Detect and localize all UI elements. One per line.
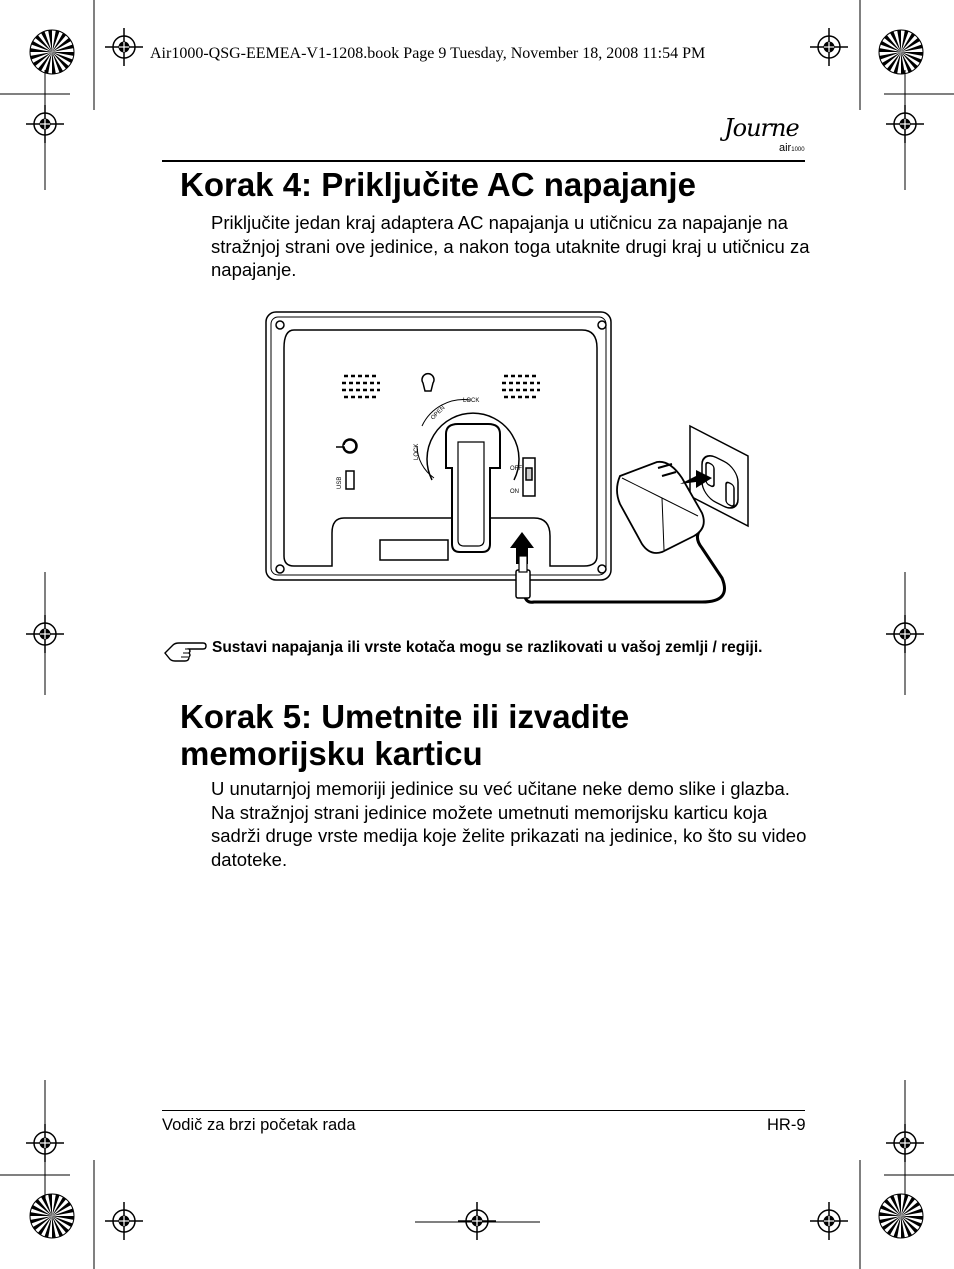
screw-tr bbox=[598, 321, 606, 329]
registration-target-icon bbox=[26, 615, 64, 653]
registration-target-icon bbox=[810, 1202, 848, 1240]
vent-right bbox=[502, 376, 540, 397]
header-rule bbox=[162, 160, 805, 162]
registration-target-icon bbox=[105, 1202, 143, 1240]
starburst-mark-icon bbox=[879, 30, 923, 74]
footer-rule bbox=[162, 1110, 805, 1111]
registration-target-icon bbox=[886, 1124, 924, 1162]
screw-br bbox=[598, 565, 606, 573]
back-panel bbox=[284, 330, 597, 566]
dc-plug bbox=[516, 570, 530, 598]
step5-heading: Korak 5: Umetnite ili izvadite memorijsku karticu bbox=[180, 698, 630, 772]
label-open: OPEN bbox=[430, 405, 447, 422]
card-slot bbox=[380, 540, 448, 560]
label-lock-top: LOCK bbox=[463, 398, 480, 404]
frame-inner-border bbox=[271, 317, 606, 575]
label-off: OFF bbox=[510, 466, 522, 472]
screw-tl bbox=[276, 321, 284, 329]
starburst-mark-icon bbox=[879, 1194, 923, 1238]
registration-target-icon bbox=[26, 105, 64, 143]
label-lock-left: LOCK bbox=[414, 443, 420, 460]
power-connection-illustration bbox=[262, 308, 752, 613]
registration-target-icon bbox=[26, 1124, 64, 1162]
page-number: HR-9 bbox=[767, 1116, 806, 1134]
starburst-mark-icon bbox=[30, 1194, 74, 1238]
stand-leg bbox=[446, 424, 500, 552]
keyhole-top bbox=[422, 374, 434, 391]
step4-body: Priključite jedan kraj adaptera AC napajanja u utičnicu za napajanje na stražnjoj strani ove jedinice, a nakon toga utaknite drugi kraj u utičnicu za napajanje. bbox=[211, 212, 810, 280]
note-text: Sustavi napajanja ili vrste kotača mogu se razlikovati u vašoj zemlji / regiji. bbox=[212, 639, 763, 656]
logo-air bbox=[779, 142, 805, 154]
registration-target-icon bbox=[886, 105, 924, 143]
step5-body: U unutarnjoj memoriji jedinice su već učitane neke demo slike i glazba. Na stražnjoj strani jedinice možete umetnuti memorijsku karticu koja sadrži druge vrste medija koje želite prikazati na jedinice, ko što su video datoteke. bbox=[211, 778, 807, 870]
logo-air-number: 1000 bbox=[791, 147, 805, 153]
screw-bl bbox=[276, 565, 284, 573]
journe-air-logo bbox=[722, 112, 812, 162]
vent-left bbox=[342, 376, 380, 397]
registration-target-icon bbox=[886, 615, 924, 653]
pointing-hand-icon bbox=[163, 637, 209, 663]
label-usb: USB bbox=[337, 476, 343, 489]
step4-heading: Korak 4: Priključite AC napajanje bbox=[180, 166, 696, 203]
logo-air-text: air bbox=[779, 142, 792, 154]
book-info-line: Air1000-QSG-EEMEA-V1-1208.book Page 9 Tuesday, November 18, 2008 11:54 PM bbox=[150, 45, 706, 62]
label-on: ON bbox=[510, 489, 519, 495]
starburst-mark-icon bbox=[30, 30, 74, 74]
registration-target-icon bbox=[105, 28, 143, 66]
registration-target-icon bbox=[458, 1202, 496, 1240]
keyhole-left bbox=[336, 440, 356, 452]
logo-script: Journe bbox=[724, 114, 799, 142]
footer-title: Vodič za brzi početak rada bbox=[162, 1116, 356, 1134]
usb-slot bbox=[346, 471, 354, 489]
